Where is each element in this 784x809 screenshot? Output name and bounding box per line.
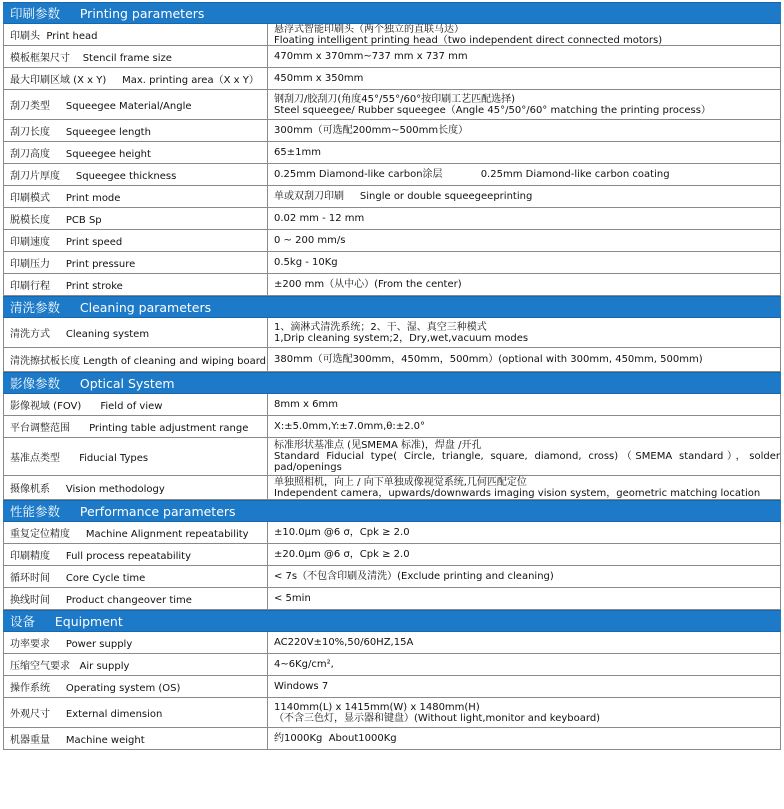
spec-label: 影像视域 (FOV) Field of view bbox=[3, 394, 268, 415]
spec-value-line: 470mm x 370mm~737 mm x 737 mm bbox=[274, 51, 468, 62]
spec-value bbox=[268, 230, 781, 251]
spec-label: 印刷精度 Full process repeatability bbox=[3, 544, 268, 565]
spec-row bbox=[3, 348, 781, 372]
spec-label: 重复定位精度 Machine Alignment repeatability bbox=[3, 522, 268, 543]
spec-row bbox=[3, 728, 781, 750]
spec-row bbox=[3, 394, 781, 416]
section-header: 印刷参数 Printing parameters bbox=[3, 2, 781, 24]
spec-value-line: ±200 mm（从中心）(From the center) bbox=[274, 279, 462, 290]
spec-row bbox=[3, 632, 781, 654]
spec-row bbox=[3, 438, 781, 476]
section-header: 清洗参数 Cleaning parameters bbox=[3, 296, 781, 318]
spec-label: 循环时间 Core Cycle time bbox=[3, 566, 268, 587]
spec-label: 印刷速度 Print speed bbox=[3, 230, 268, 251]
spec-value-line: 8mm x 6mm bbox=[274, 399, 338, 410]
spec-value-line: AC220V±10%,50/60HZ,15A bbox=[274, 637, 414, 648]
spec-value bbox=[268, 676, 781, 697]
spec-label: 印刷行程 Print stroke bbox=[3, 274, 268, 295]
spec-row bbox=[3, 698, 781, 728]
spec-row bbox=[3, 252, 781, 274]
spec-row bbox=[3, 318, 781, 348]
spec-value-line: 380mm（可选配300mm，450mm，500mm）(optional with 300mm, 450mm, 500mm) bbox=[274, 354, 703, 365]
spec-value-line: Standard Fiducial type( Circle, triangle, square, diamond, cross)（SMEMA standard），solder pad/openings bbox=[274, 451, 780, 473]
spec-value bbox=[268, 522, 781, 543]
spec-row bbox=[3, 676, 781, 698]
spec-value-line: 单独照相机，向上 / 向下单独成像视觉系统,几何匹配定位 bbox=[274, 476, 527, 488]
spec-value-line: Windows 7 bbox=[274, 681, 329, 692]
spec-value bbox=[268, 186, 781, 207]
spec-value-line: < 7s（不包含印刷及清洗）(Exclude printing and cleaning) bbox=[274, 571, 554, 582]
spec-value bbox=[268, 24, 781, 45]
spec-value-line: 0.5kg - 10Kg bbox=[274, 257, 338, 268]
spec-label: 功率要求 Power supply bbox=[3, 632, 268, 653]
spec-row bbox=[3, 544, 781, 566]
spec-row bbox=[3, 186, 781, 208]
spec-value bbox=[268, 68, 781, 89]
spec-label: 操作系统 Operating system (OS) bbox=[3, 676, 268, 697]
spec-row bbox=[3, 46, 781, 68]
spec-label: 印刷头 Print head bbox=[3, 24, 268, 45]
spec-value bbox=[268, 208, 781, 229]
spec-label: 平台调整范围 Printing table adjustment range bbox=[3, 416, 268, 437]
spec-label: 清洗擦拭板长度 Length of cleaning and wiping board bbox=[3, 348, 268, 371]
spec-value bbox=[268, 274, 781, 295]
spec-value bbox=[268, 348, 781, 371]
spec-label: 摄像机系 Vision methodology bbox=[3, 476, 268, 499]
spec-value bbox=[268, 566, 781, 587]
spec-value bbox=[268, 438, 781, 475]
spec-value-line: 约1000Kg About1000Kg bbox=[274, 733, 397, 744]
spec-row bbox=[3, 588, 781, 610]
spec-label: 脱模长度 PCB Sp bbox=[3, 208, 268, 229]
spec-value bbox=[268, 90, 781, 119]
spec-label: 外观尺寸 External dimension bbox=[3, 698, 268, 727]
spec-value-line: 65±1mm bbox=[274, 147, 321, 158]
spec-value-line: 0 ~ 200 mm/s bbox=[274, 235, 346, 246]
spec-label: 清洗方式 Cleaning system bbox=[3, 318, 268, 347]
spec-label: 换线时间 Product changeover time bbox=[3, 588, 268, 609]
spec-value-line: 1,Drip cleaning system;2，Dry,wet,vacuum modes bbox=[274, 332, 529, 344]
spec-label: 刮刀片厚度 Squeegee thickness bbox=[3, 164, 268, 185]
spec-value bbox=[268, 120, 781, 141]
spec-row bbox=[3, 566, 781, 588]
spec-label: 刮刀长度 Squeegee length bbox=[3, 120, 268, 141]
spec-value bbox=[268, 728, 781, 749]
spec-row bbox=[3, 24, 781, 46]
spec-row bbox=[3, 230, 781, 252]
spec-label: 基准点类型 Fiducial Types bbox=[3, 438, 268, 475]
spec-value-line: 标准形状基准点 (见SMEMA 标准)，焊盘 /开孔 bbox=[274, 440, 482, 451]
spec-value-line: ±10.0μm @6 σ，Cpk ≥ 2.0 bbox=[274, 527, 410, 538]
spec-value-line: 0.02 mm - 12 mm bbox=[274, 213, 365, 224]
spec-label: 刮刀高度 Squeegee height bbox=[3, 142, 268, 163]
spec-value-line: 钢刮刀/胶刮刀(角度45°/55°/60°按印刷工艺匹配选择) bbox=[274, 93, 516, 105]
spec-value-line: （不含三色灯，显示器和键盘）(Without light,monitor and keyboard) bbox=[274, 712, 601, 724]
spec-value bbox=[268, 252, 781, 273]
spec-row bbox=[3, 208, 781, 230]
spec-row bbox=[3, 416, 781, 438]
spec-value bbox=[268, 476, 781, 499]
spec-value-line: ±20.0μm @6 σ，Cpk ≥ 2.0 bbox=[274, 549, 410, 560]
spec-value bbox=[268, 46, 781, 67]
spec-label: 刮刀类型 Squeegee Material/Angle bbox=[3, 90, 268, 119]
spec-label: 模板框架尺寸 Stencil frame size bbox=[3, 46, 268, 67]
spec-value-line: < 5min bbox=[274, 593, 311, 604]
spec-value bbox=[268, 654, 781, 675]
spec-value-line: 单或双刮刀印刷 Single or double squeegeeprinting bbox=[274, 191, 533, 202]
spec-value-line: 1140mm(L) x 1415mm(W) x 1480mm(H) bbox=[274, 701, 480, 713]
spec-row bbox=[3, 522, 781, 544]
spec-value bbox=[268, 164, 781, 185]
spec-value bbox=[268, 544, 781, 565]
spec-label: 机器重量 Machine weight bbox=[3, 728, 268, 749]
spec-value bbox=[268, 394, 781, 415]
spec-row bbox=[3, 90, 781, 120]
spec-value-line: Independent camera，upwards/downwards imaging vision system，geometric matching location bbox=[274, 487, 761, 499]
spec-row bbox=[3, 654, 781, 676]
spec-value-line: 450mm x 350mm bbox=[274, 73, 364, 84]
spec-value-line: Steel squeegee/ Rubber squeegee（Angle 45°/50°/60° matching the printing process） bbox=[274, 104, 711, 116]
spec-label: 最大印刷区域 (X x Y) Max. printing area（X x Y） bbox=[3, 68, 268, 89]
spec-value-line: X:±5.0mm,Y:±7.0mm,θ:±2.0° bbox=[274, 421, 426, 432]
spec-label: 印刷模式 Print mode bbox=[3, 186, 268, 207]
spec-label: 压缩空气要求 Air supply bbox=[3, 654, 268, 675]
spec-value bbox=[268, 632, 781, 653]
spec-row bbox=[3, 120, 781, 142]
spec-value-line: 4~6Kg/cm², bbox=[274, 659, 334, 670]
spec-value-line: Floating intelligent printing head（two independent direct connected motors) bbox=[274, 34, 663, 45]
spec-value-line: 0.25mm Diamond-like carbon涂层 0.25mm Diamond-like carbon coating bbox=[274, 169, 670, 180]
spec-value bbox=[268, 318, 781, 347]
spec-value-line: 1、滴淋式清洗系统；2、干、湿、真空三种模式 bbox=[274, 321, 487, 333]
spec-row bbox=[3, 68, 781, 90]
spec-row bbox=[3, 274, 781, 296]
spec-value bbox=[268, 416, 781, 437]
spec-value bbox=[268, 142, 781, 163]
spec-label: 印刷压力 Print pressure bbox=[3, 252, 268, 273]
spec-value bbox=[268, 698, 781, 727]
section-header: 设备 Equipment bbox=[3, 610, 781, 632]
section-header: 性能参数 Performance parameters bbox=[3, 500, 781, 522]
spec-row bbox=[3, 164, 781, 186]
spec-row bbox=[3, 142, 781, 164]
section-header: 影像参数 Optical System bbox=[3, 372, 781, 394]
spec-row bbox=[3, 476, 781, 500]
spec-value bbox=[268, 588, 781, 609]
spec-table bbox=[3, 2, 781, 750]
spec-value-line: 300mm（可选配200mm~500mm长度） bbox=[274, 125, 469, 136]
spec-value-line: 悬浮式智能印刷头（两个独立的直联马达） bbox=[274, 24, 464, 35]
